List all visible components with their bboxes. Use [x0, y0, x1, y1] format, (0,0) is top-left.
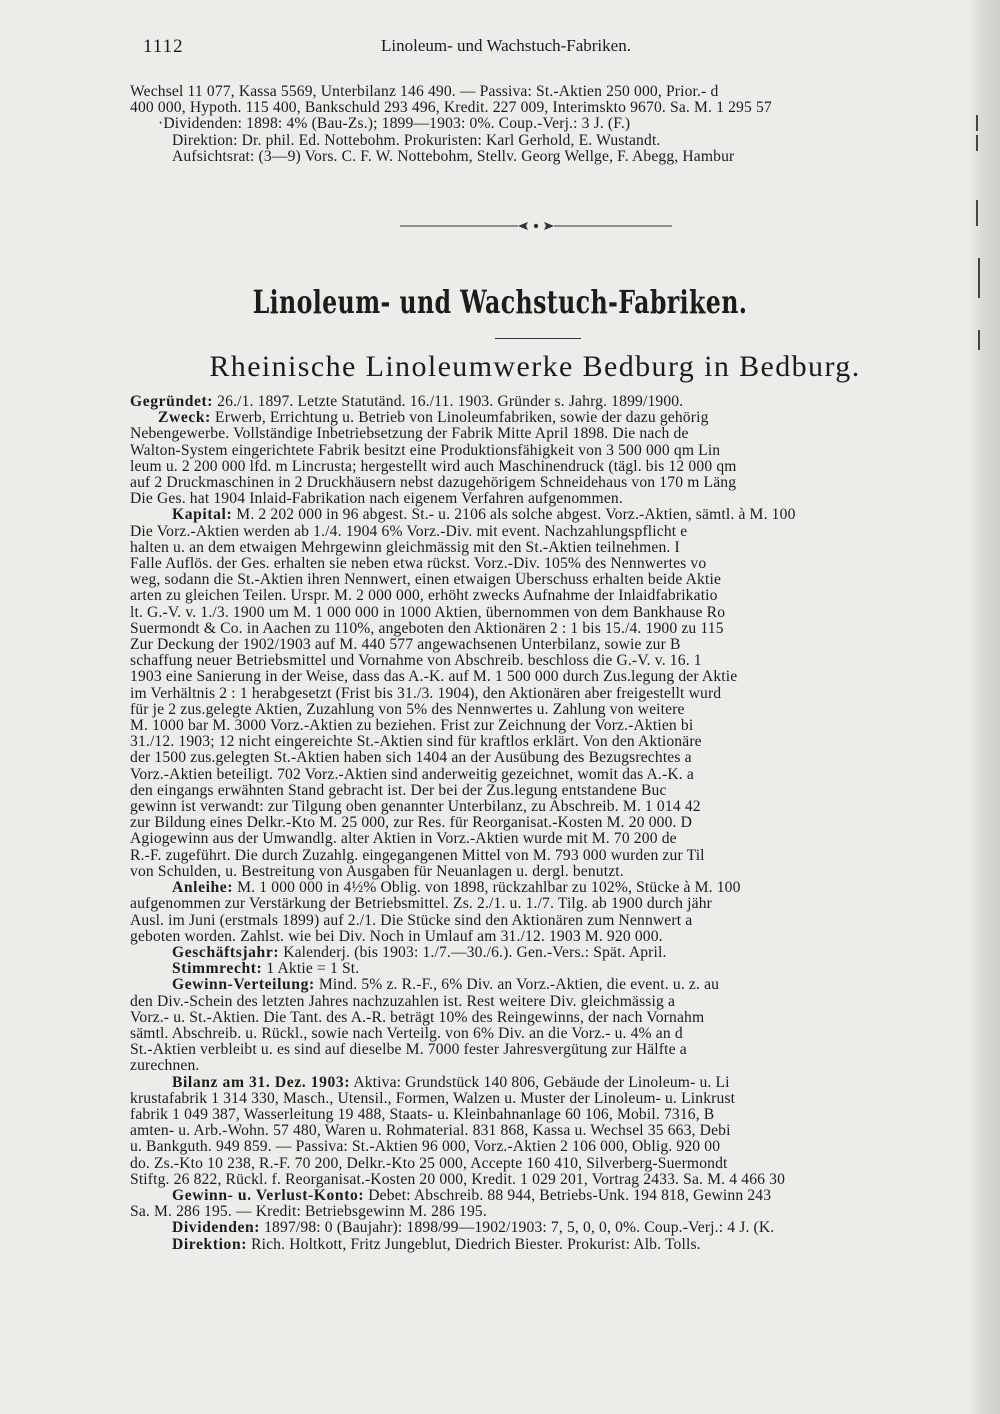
field-text: Falle Auflös. der Ges. erhalten sie neben etwa rückst. Vorz.-Div. 105% des Nennwertes vo — [130, 556, 707, 573]
text-line — [130, 961, 925, 977]
text-line — [130, 750, 925, 766]
field-text: M. 2 202 000 in 96 abgest. St.- u. 2106 als solche abgest. Vorz.-Aktien, sämtl. à M. 100 — [232, 507, 796, 524]
edge-mark — [978, 258, 980, 298]
text-line — [130, 702, 925, 718]
text-line — [130, 864, 925, 880]
text-line — [130, 621, 925, 637]
text-line — [130, 1075, 925, 1091]
field-text: sämtl. Abschreib. u. Rückl., sowie nach Verteilg. von 6% Div. an die Vorz.- u. 4% an d — [130, 1025, 683, 1042]
text-line: ·Dividenden: 1898: 4% (Bau-Zs.); 1899—1903: 0%. Coup.-Verj.: 3 J. (F.) — [158, 116, 631, 133]
field-text: Kalenderj. (bis 1903: 1./7.—30./6.). Gen.-Vers.: Spät. April. — [279, 944, 667, 961]
field-text: Vorz.-Aktien beteiligt. 702 Vorz.-Aktien sind anderweitig gezeichnet, womit das A.-K. a — [130, 766, 694, 783]
text-line — [130, 977, 925, 993]
field-text: Zur Deckung der 1902/1903 auf M. 440 577 angewachsenen Unterbilanz, sowie zur B — [130, 637, 681, 654]
text-line — [130, 880, 925, 896]
text-line — [130, 653, 925, 669]
field-label: Direktion: — [172, 1236, 248, 1253]
text-line — [130, 475, 925, 491]
text-line — [130, 1237, 925, 1253]
text-line — [130, 1026, 925, 1042]
text-line — [130, 1091, 925, 1107]
title-rule — [495, 338, 581, 339]
edge-mark — [976, 115, 978, 131]
text-line — [130, 799, 925, 815]
text-line — [130, 443, 925, 459]
field-text: von Schulden, u. Bestreitung von Ausgaben für Neuanlagen u. dergl. benutzt. — [130, 863, 624, 880]
text-line — [130, 459, 925, 475]
text-line — [130, 410, 925, 426]
field-text: 1 Aktie = 1 St. — [262, 961, 360, 978]
field-text: halten u. an dem etwaigen Mehrgewinn gleichmässig mit den St.-Aktien teilnehmen. I — [130, 539, 680, 556]
field-text: amten- u. Arb.-Wohn. 57 480, Waren u. Rohmaterial. 831 868, Kassa u. Wechsel 35 663, Debi — [130, 1123, 731, 1140]
text-line — [130, 605, 925, 621]
field-text: der 1500 zus.gelegten St.-Aktien haben sich 1404 an der Ausübung des Bezugsrechtes a — [130, 750, 692, 767]
field-text: Stiftg. 26 822, Rückl. f. Reorganisat.-Kosten 20 000, Kredit. 1 029 201, Vortrag 2433. Sa. M. 4 466 30 — [130, 1171, 786, 1188]
field-label: Dividenden: — [172, 1220, 261, 1237]
field-text: den Div.-Schein des letzten Jahres nachzuzahlen ist. Rest weitere Div. gleichmässig a — [130, 993, 676, 1010]
field-text: gewinn ist verwandt: zur Tilgung oben genannter Unterbilanz, zu Abschreib. M. 1 014 42 — [130, 799, 701, 816]
text-line — [130, 1204, 925, 1220]
field-text: 26./1. 1897. Letzte Statutänd. 16./11. 1903. Gründer s. Jahrg. 1899/1900. — [213, 394, 684, 410]
field-text: zurechnen. — [130, 1058, 200, 1075]
text-line — [130, 945, 925, 961]
field-text: schaffung neuer Betriebsmittel und Vornahme von Abschreib. beschloss die G.-V. v. 16. 1 — [130, 653, 702, 670]
text-line — [130, 588, 925, 604]
text-line — [130, 1220, 925, 1236]
field-text: 31./12. 1903; 12 nicht eingereichte St.-Aktien sind für kraftlos erklärt. Von den Aktionäre — [130, 734, 702, 751]
edge-mark — [976, 135, 978, 151]
section-title: Linoleum- und Wachstuch-Fabriken. — [252, 283, 748, 321]
field-text: für je 2 zus.gelegte Aktien, Zuzahlung von 5% des Nennwertes u. Zahlung von weitere — [130, 701, 685, 718]
text-line — [130, 929, 925, 945]
page-edge-shadow — [970, 0, 1000, 1414]
text-line — [130, 1156, 925, 1172]
field-text: Debet: Abschreib. 88 944, Betriebs-Unk. 194 818, Gewinn 243 — [364, 1187, 772, 1204]
text-line — [130, 896, 925, 912]
field-text: arten zu gleichen Teilen. Urspr. M. 2 000 000, erhöht zwecks Aufnahme der Inlaidfabrikatio — [130, 588, 718, 605]
previous-entry-tail — [130, 84, 925, 165]
field-text: aufgenommen zur Verstärkung der Betriebsmittel. Zs. 2./1. u. 1./7. Tilg. ab 1900 durch jähr — [130, 896, 713, 913]
field-text: leum u. 2 200 000 lfd. m Lincrusta; hergestellt wird auch Maschinendruck (tägl. bis 12 000 qm — [130, 458, 737, 475]
text-line — [130, 1058, 925, 1074]
field-text: Vorz.- u. St.-Aktien. Die Tant. des A.-R. beträgt 10% des Reingewinns, der nach Vornahm — [130, 1009, 705, 1026]
field-text: Rich. Holtkott, Fritz Jungeblut, Diedrich Biester. Prokurist: Alb. Tolls. — [247, 1236, 701, 1253]
text-line — [130, 686, 925, 702]
text-line — [130, 1123, 925, 1139]
field-label: Gewinn- u. Verlust-Konto: — [172, 1187, 365, 1204]
text-line — [130, 913, 925, 929]
text-line — [130, 669, 925, 685]
field-label: Stimmrecht: — [172, 961, 263, 978]
section-ornament — [400, 220, 672, 232]
text-line — [130, 1188, 925, 1204]
field-text: R.-F. zugeführt. Die durch Zuzahlg. eingegangenen Mittel von M. 793 000 wurden zur Til — [130, 847, 705, 864]
field-text: St.-Aktien verbleibt u. es sind auf dieselbe M. 7000 fester Jahresvergütung zur Hälfte a — [130, 1042, 687, 1059]
text-line: Direktion: Dr. phil. Ed. Nottebohm. Prokuristen: Karl Gerhold, E. Wustandt. — [172, 132, 661, 149]
field-text: Agiogewinn aus der Umwandlg. alter Aktien in Vorz.-Aktien wurde mit M. 70 200 de — [130, 831, 677, 848]
field-text: weg, sodann die St.-Aktien ihren Nennwert, einen etwaigen Überschuss erhalten beide Aktie — [130, 572, 722, 589]
field-label: Bilanz am 31. Dez. 1903: — [172, 1074, 351, 1091]
field-text: Mind. 5% z. R.-F., 6% Div. an Vorz.-Aktien, die event. u. z. au — [314, 977, 720, 994]
field-text: 1897/98: 0 (Baujahr): 1898/99—1902/1903: 7, 5, 0, 0, 0%. Coup.-Verj.: 4 J. (K. — [260, 1220, 775, 1237]
text-line — [130, 815, 925, 831]
field-text: lt. G.-V. v. 1./3. 1900 um M. 1 000 000 in 1000 Aktien, übernommen von dem Bankhause Ro — [130, 604, 726, 621]
running-title: Linoleum- und Wachstuch-Fabriken. — [381, 36, 631, 55]
text-line — [130, 540, 925, 556]
field-text: auf 2 Druckmaschinen in 2 Druckhäusern nebst dazugehörigem Schneidehaus von 170 m Läng — [130, 475, 737, 492]
company-entry-body — [130, 394, 925, 1253]
field-text: Walton-System eingerichtete Fabrik besitzt eine Produktionsfähigkeit von 3 500 000 qm Lin — [130, 442, 721, 459]
running-header — [143, 36, 923, 60]
field-text: Die Vorz.-Aktien werden ab 1./4. 1904 6% Vorz.-Div. mit event. Nachzahlungspflicht e — [130, 523, 688, 540]
text-line — [130, 1107, 925, 1123]
text-line — [130, 637, 925, 653]
field-text: geboten worden. Zahlst. wie bei Div. Noch in Umlauf am 31./12. 1903 M. 920 000. — [130, 928, 663, 945]
field-label: Anleihe: — [172, 880, 234, 897]
field-text: u. Bankguth. 949 859. — Passiva: St.-Aktien 96 000, Vorz.-Aktien 2 106 000, Oblig. 920 00 — [130, 1139, 721, 1156]
edge-mark — [976, 200, 978, 226]
field-text: zur Bildung eines Delkr.-Kto M. 25 000, zur Res. für Reorganisat.-Kosten M. 20 000. D — [130, 815, 693, 832]
text-line — [130, 734, 925, 750]
field-label: Gegründet: — [130, 394, 214, 410]
field-text: Aktiva: Grundstück 140 806, Gebäude der Linoleum- u. Li — [350, 1074, 730, 1091]
company-title: Rheinische Linoleumwerke Bedburg in Bedburg. — [209, 350, 861, 383]
text-line: 400 000, Hypoth. 115 400, Bankschuld 293 496, Kredit. 227 009, Interimskto 9670. Sa. M. 1 295 57 — [130, 100, 772, 117]
field-text: Nebengewerbe. Vollständige Inbetriebsetzung der Fabrik Mitte April 1898. Die nach de — [130, 426, 689, 443]
text-line — [130, 1172, 925, 1188]
text-line — [130, 1010, 925, 1026]
text-line — [130, 394, 925, 410]
field-label: Zweck: — [158, 410, 211, 427]
field-text: Sa. M. 286 195. — Kredit: Betriebsgewinn M. 286 195. — [130, 1204, 487, 1221]
text-line — [130, 848, 925, 864]
text-line — [130, 1139, 925, 1155]
field-text: do. Zs.-Kto 10 238, R.-F. 70 200, Delkr.-Kto 25 000, Accepte 160 410, Silverberg-Suermondt — [130, 1155, 728, 1172]
text-line — [130, 426, 925, 442]
field-text: 1903 eine Sanierung in der Weise, dass das A.-K. auf M. 1 500 000 durch Zus.legung der Aktie — [130, 669, 738, 686]
text-line — [130, 556, 925, 572]
field-text: M. 1000 bar M. 3000 Vorz.-Aktien zu beziehen. Frist zur Zeichnung der Vorz.-Aktien bi — [130, 718, 694, 735]
text-line — [130, 491, 925, 507]
field-text: den eingangs erwähnten Stand gebracht ist. Der bei der Zus.legung entstandene Buc — [130, 782, 667, 799]
text-line — [130, 831, 925, 847]
text-line: Aufsichtsrat: (3—9) Vors. C. F. W. Nottebohm, Stellv. Georg Wellge, F. Abegg, Hambur — [172, 148, 735, 165]
text-line — [130, 507, 925, 523]
field-text: Die Ges. hat 1904 Inlaid-Fabrikation nach eigenem Verfahren aufgenommen. — [130, 491, 623, 508]
field-text: M. 1 000 000 in 4½% Oblig. von 1898, rückzahlbar zu 102%, Stücke à M. 100 — [233, 880, 741, 897]
field-label: Kapital: — [172, 507, 233, 524]
field-label: Gewinn-Verteilung: — [172, 977, 315, 994]
field-label: Geschäftsjahr: — [172, 944, 280, 961]
text-line — [130, 767, 925, 783]
field-text: Suermondt & Co. in Aachen zu 110%, angeboten den Aktionären 2 : 1 bis 15./4. 1900 zu 115 — [130, 620, 724, 637]
field-text: im Verhältnis 2 : 1 herabgesetzt (Frist bis 31./3. 1904), den Aktionären aber freigestellt wurd — [130, 685, 722, 702]
text-line — [130, 1042, 925, 1058]
page-number: 1112 — [143, 36, 184, 57]
text-line: Wechsel 11 077, Kassa 5569, Unterbilanz 146 490. — Passiva: St.-Aktien 250 000, Prior.- d — [130, 84, 719, 100]
text-line — [130, 524, 925, 540]
field-text: krustafabrik 1 314 330, Masch., Utensil., Formen, Walzen u. Muster der Linoleum- u. Linkrust — [130, 1090, 736, 1107]
field-text: fabrik 1 049 387, Wasserleitung 19 488, Staats- u. Kleinbahnanlage 60 106, Mobil. 7316, B — [130, 1106, 715, 1123]
field-text: Erwerb, Errichtung u. Betrieb von Linoleumfabriken, sowie der dazu gehörig — [210, 410, 709, 427]
text-line — [130, 783, 925, 799]
edge-mark — [978, 330, 980, 350]
field-text: Ausl. im Juni (erstmals 1899) auf 2./1. Die Stücke sind den Aktionären zum Nennwert a — [130, 912, 693, 929]
text-line — [130, 572, 925, 588]
text-line — [130, 718, 925, 734]
text-line — [130, 994, 925, 1010]
